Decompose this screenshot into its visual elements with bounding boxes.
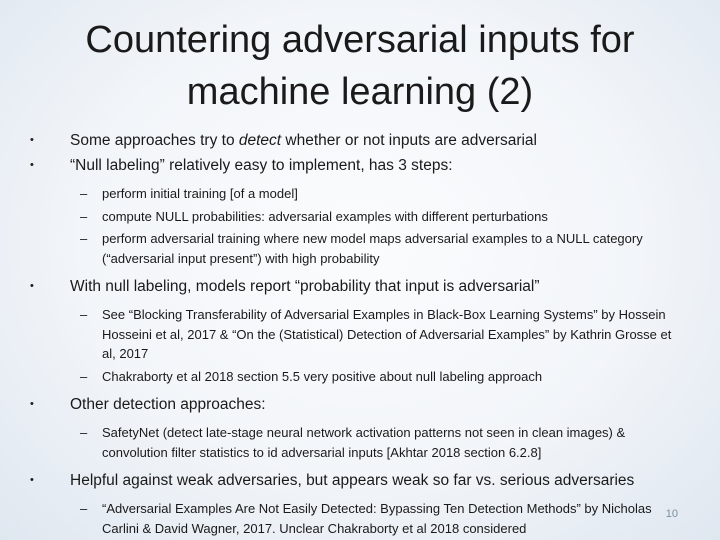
subbullet-safetynet	[0, 423, 720, 462]
bullet-null-labeling	[0, 153, 720, 178]
bullet-probability	[0, 274, 720, 299]
slide-title	[40, 14, 680, 118]
dash-marker: –	[80, 307, 88, 322]
bullet-null-labeling-text: “Null labeling” relatively easy to implement, has 3 steps:	[70, 157, 453, 174]
subbullet-step-3-text: perform adversarial training where new model maps adversarial examples to a NULL category (“adversarial input present”) with high probability	[102, 231, 643, 266]
slide-body	[0, 128, 720, 538]
subbullet-step-2	[0, 207, 720, 227]
bullet-marker: •	[30, 398, 34, 410]
page-number: 10	[665, 508, 678, 520]
dash-marker: –	[80, 368, 88, 384]
subbullet-step-2-text: compute NULL probabilities: adversarial examples with different perturbations	[102, 208, 548, 224]
dash-marker: –	[80, 186, 88, 201]
bullet-detect	[0, 128, 720, 153]
bullet-detect-pre: Some approaches try to	[70, 132, 239, 149]
bullet-weak-adversaries-text: Helpful against weak adversaries, but appears weak so far vs. serious adversaries	[70, 472, 635, 489]
subbullet-chakraborty-text: Chakraborty et al 2018 section 5.5 very positive about null labeling approach	[102, 368, 543, 384]
subbullet-carlini-text: “Adversarial Examples Are Not Easily Detected: Bypassing Ten Detection Methods” by Nicholas Carlini & David Wagner, 2017. Unclear Chakraborty et al 2018 considered	[102, 501, 652, 536]
bullet-detect-post: whether or not inputs are adversarial	[281, 132, 537, 149]
bullet-marker: •	[30, 159, 34, 171]
title-line-2: machine learning (2)	[186, 71, 534, 113]
subbullet-step-1-text: perform initial training [of a model]	[102, 186, 298, 201]
bullet-marker: •	[30, 280, 34, 292]
subbullet-references-text: See “Blocking Transferability of Adversarial Examples in Black-Box Learning Systems” by Hossein Hosseini et al, 2017 & “On the (Statistical) Detection of Adversarial Examples” by Kathrin Grosse et al, 2017	[102, 307, 672, 361]
title-line-1: Countering adversarial inputs for	[85, 19, 635, 61]
dash-marker: –	[80, 208, 88, 224]
subbullet-references	[0, 305, 720, 364]
dash-marker: –	[80, 231, 88, 246]
bullet-other-detection	[0, 392, 720, 417]
subbullet-step-1	[0, 184, 720, 204]
bullet-marker: •	[30, 474, 34, 486]
subbullet-chakraborty	[0, 367, 720, 387]
dash-marker: –	[80, 501, 88, 516]
subbullet-step-3	[0, 229, 720, 268]
bullet-weak-adversaries	[0, 468, 720, 493]
bullet-marker: •	[30, 134, 34, 146]
subbullet-carlini	[0, 499, 720, 538]
bullet-other-detection-text: Other detection approaches:	[70, 396, 266, 413]
bullet-detect-emphasis: detect	[238, 132, 282, 149]
subbullet-safetynet-text: SafetyNet (detect late-stage neural network activation patterns not seen in clean images) & convolution filter statistics to id adversarial inputs [Akhtar 2018 section 6.2.8]	[102, 425, 626, 460]
bullet-probability-text: With null labeling, models report “probability that input is adversarial”	[70, 278, 540, 295]
dash-marker: –	[80, 425, 88, 440]
